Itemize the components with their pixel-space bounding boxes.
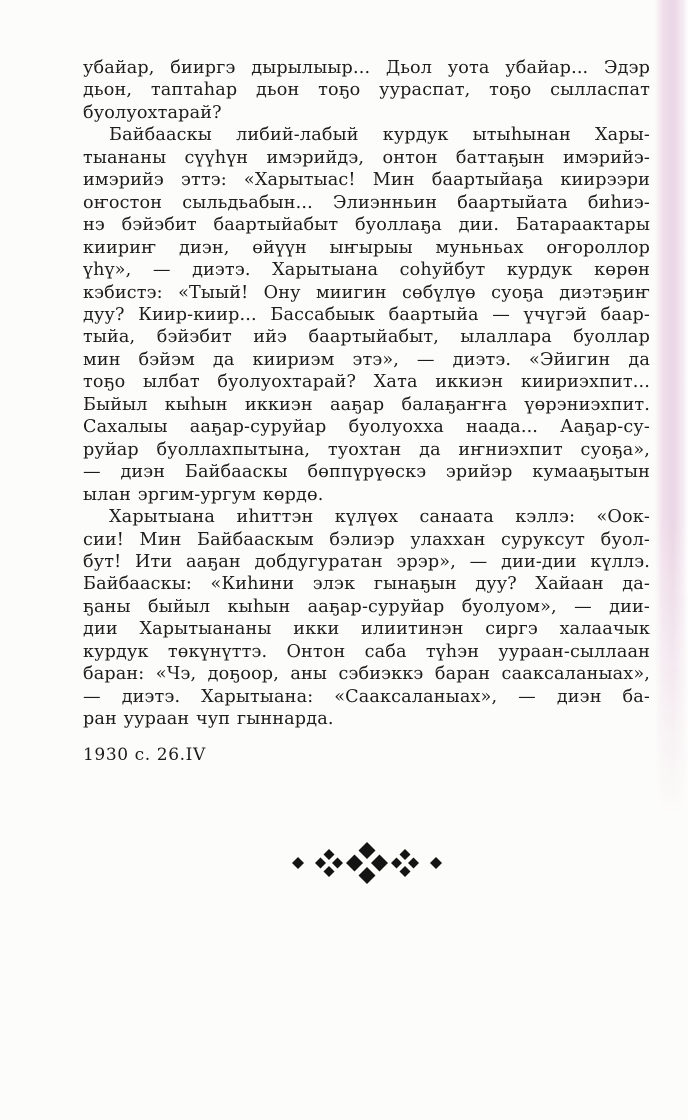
text-line: тоҕо ылбат буолуохтарай? Хата иккиэн киириэхпит...: [83, 372, 650, 393]
text-line: Байбааскы либий-лабый курдук ытыһынан Хары-: [109, 125, 650, 146]
text-line: — диэн Байбааскы бөппүрүөскэ эрийэр кумааҕытын: [83, 462, 650, 483]
text-line: — диэтэ. Харытыана: «Сааксаланыах», — диэн ба-: [83, 686, 650, 707]
diamond-ornament-icon: [291, 838, 443, 888]
text-line: тыйа, бэйэбит ийэ баартыйабыт, ылаллара буоллар: [83, 327, 650, 348]
text-column: [83, 57, 650, 765]
ornament-row: [83, 838, 650, 892]
page-edge-pink-band: [655, 0, 688, 840]
text-line: дьон, таптаһар дьон тоҕо уураспат, тоҕо сылласпат: [83, 80, 650, 101]
text-line: Сахалыы ааҕар-суруйар буолуохха наада... Ааҕар-су-: [83, 417, 650, 438]
text-line: руйар буоллахпытына, туохтан да иҥниэхпит суоҕа»,: [83, 439, 650, 460]
text-line: бут! Ити ааҕан добдугуратан эрэр», — дии-дии күллэ.: [83, 551, 650, 572]
text-line: сии! Мин Байбааскым бэлиэр улаххан суруксут буол-: [83, 529, 650, 550]
text-line: курдук төкүнүттэ. Онтон саба түһэн уураан-сыллаан: [83, 641, 650, 662]
text-line: дуу? Киир-киир... Бассабыык баартыйа — үчүгэй баар-: [83, 304, 650, 325]
text-line: оҥостон сыльдьабын... Элиэнньин баартыйата биһиэ-: [83, 192, 650, 213]
text-line: буолуохтарай?: [83, 102, 222, 123]
date-line: 1930 с. 26.IV: [83, 744, 206, 765]
text-line: Байбааскы: «Киһини элэк гынаҕын дуу? Хайаан да-: [83, 574, 650, 595]
text-line: тыананы сүүһүн имэрийдэ, онтон баттаҕын имэрийэ-: [83, 147, 650, 168]
text-line: дии Харытыананы икки илиитинэн сиргэ халаачык: [83, 619, 650, 640]
text-line: Харытыана иһиттэн күлүөх санаата кэллэ: «Оок-: [109, 507, 650, 528]
text-line: имэрийэ эттэ: «Харытыас! Мин баартыйаҕа киирээри: [83, 170, 650, 191]
text-line: Быйыл кыһын иккиэн ааҕар балаҕаҥҥа үөрэниэхпит.: [83, 394, 650, 415]
text-line: үһү», — диэтэ. Харытыана соһуйбут курдук көрөн: [83, 260, 650, 281]
text-line: ылан эргим-ургум көрдө.: [83, 484, 324, 505]
text-line: убайар, бииргэ дырылыыр... Дьол уота убайар... Эдэр: [83, 58, 650, 78]
text-line: ҕаны быйыл кыһын ааҕар-суруйар буолуом», — дии-: [83, 596, 650, 617]
text-line: киириҥ диэн, өйүүн ыҥырыы муньньах оҥороллор: [83, 237, 650, 258]
text-line: ран уураан чуп гыннарда.: [83, 709, 334, 730]
text-line: нэ бэйэбит баартыйабыт буоллаҕа дии. Батараактары: [83, 215, 650, 236]
text-line: баран: «Чэ, доҕоор, аны сэбиэккэ баран сааксаланыах»,: [83, 664, 650, 685]
body-text: [83, 57, 650, 731]
text-line: мин бэйэм да киириэм этэ», — диэтэ. «Эйигин да: [83, 349, 650, 370]
text-line: кэбистэ: «Тыый! Ону миигин сөбүлүө суоҕа диэтэҕиҥ: [83, 282, 650, 303]
